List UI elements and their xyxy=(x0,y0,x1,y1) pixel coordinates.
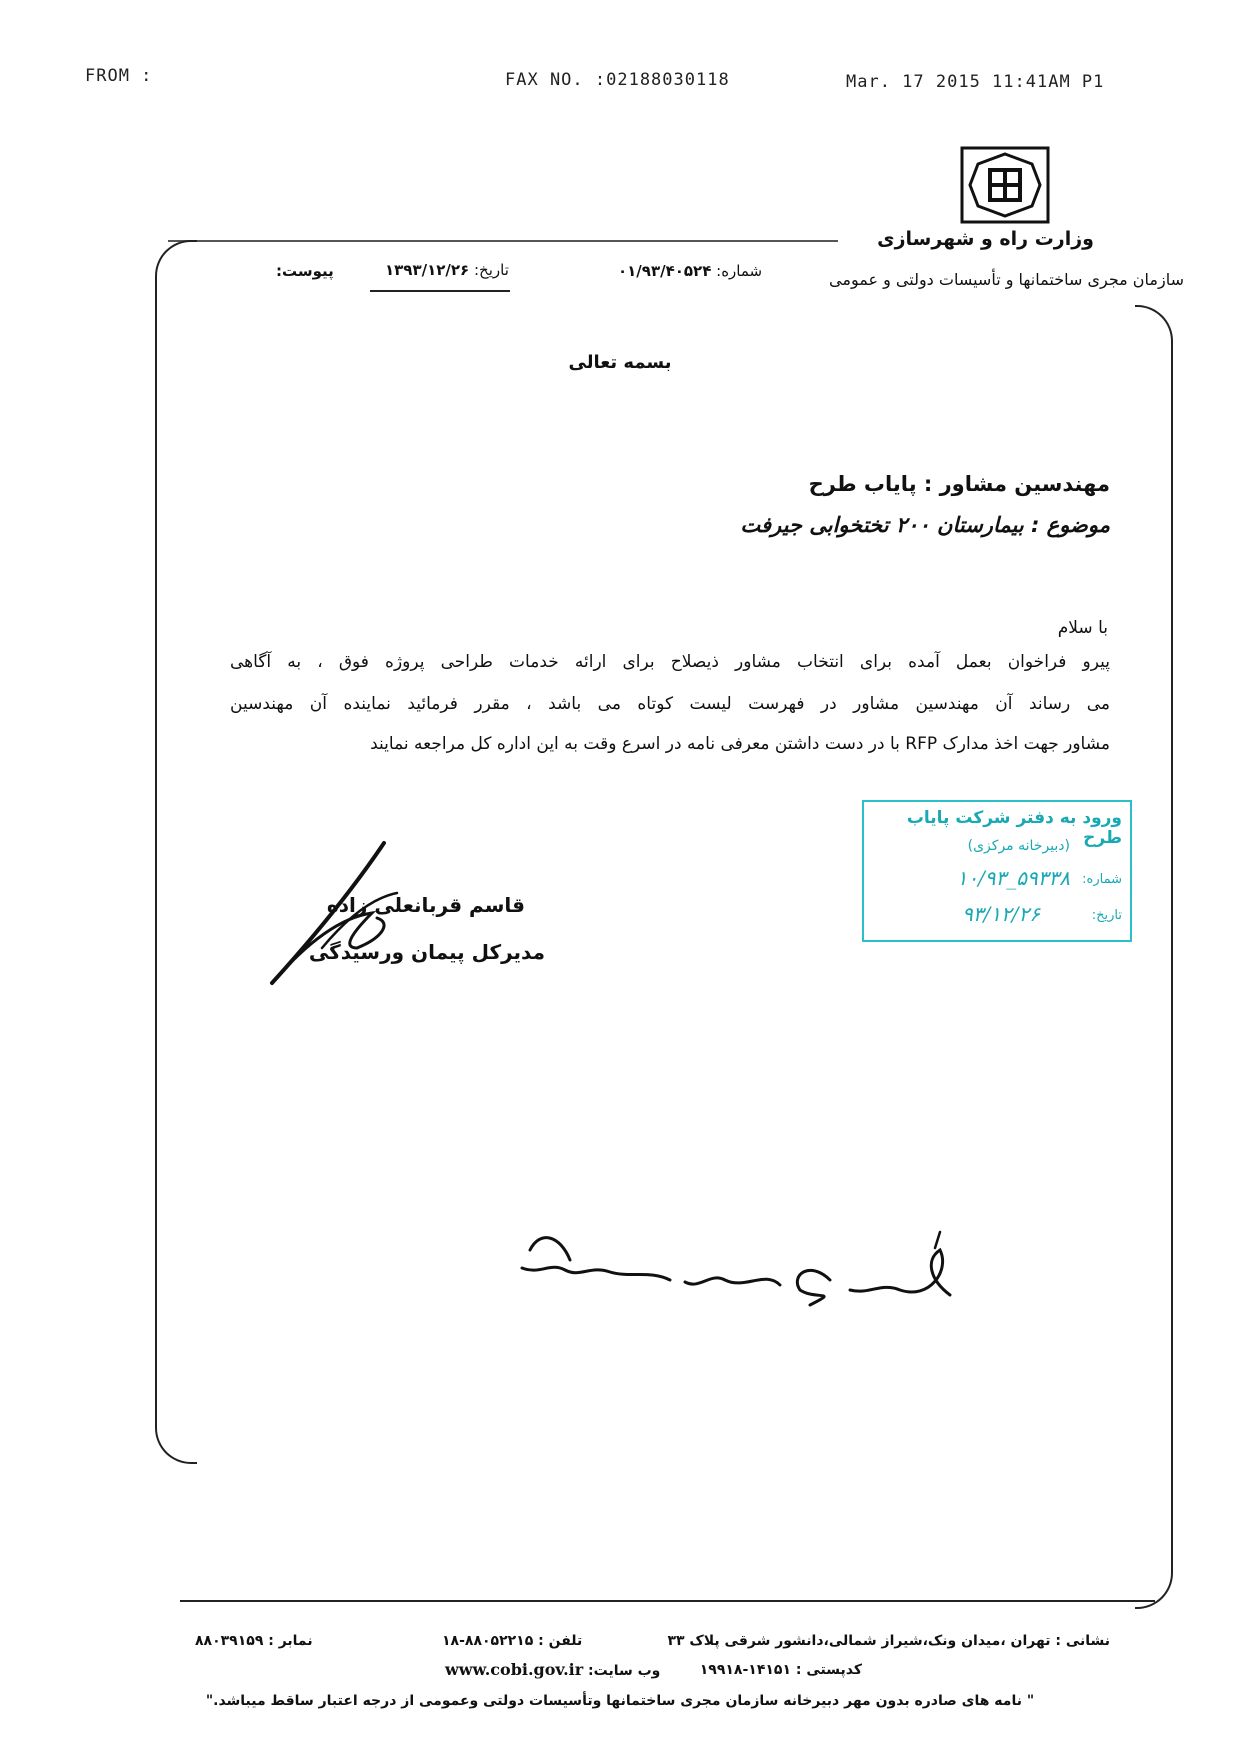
footer-website-link[interactable]: www.cobi.gov.ir xyxy=(445,1660,584,1679)
letter-attachment-label: پیوست: xyxy=(276,262,334,280)
letter-date-value: ۱۳۹۳/۱۲/۲۶ xyxy=(385,261,470,279)
receipt-stamp xyxy=(862,800,1132,942)
footer-address xyxy=(667,1633,1110,1649)
stamp-number-value: ۱۰/۹۳_۵۹۳۳۸ xyxy=(956,866,1070,890)
header-rule xyxy=(168,240,838,242)
stamp-subtitle: (دبیرخانه مرکزی) xyxy=(967,838,1070,854)
letter-recipient: مهندسین مشاور : پایاب طرح xyxy=(808,472,1110,496)
fax-datetime: Mar. 17 2015 11:41AM P1 xyxy=(846,72,1105,92)
bismillah-heading: بسمه تعالی xyxy=(568,352,672,373)
letter-number-label: شماره: xyxy=(716,262,763,280)
signatory-title: مدیرکل پیمان ورسیدگی xyxy=(308,940,545,964)
footer-address-label: نشانی : xyxy=(1055,1633,1110,1649)
footer-postal-code xyxy=(700,1662,862,1678)
stamp-title: ورود به دفتر شرکت پایاب طرح xyxy=(906,808,1122,848)
footer-phone-value: ۸۸۰۵۲۲۱۵-۱۸ xyxy=(442,1633,534,1649)
footer-validity-note: " نامه های صادره بدون مهر دبیرخانه سازمان مجری ساختمانها وتأسیسات دولتی وعمومی از درجه اعتبار ساقط میباشد." xyxy=(205,1693,1035,1709)
stamp-date-label: تاریخ: xyxy=(1091,908,1122,923)
letter-frame-right xyxy=(1135,305,1173,1609)
letter-date xyxy=(385,261,509,279)
fax-number: FAX NO. :02188030118 xyxy=(505,70,730,90)
handwritten-note-icon xyxy=(510,1220,960,1315)
letter-body-line: می رساند آن مهندسین مشاور در فهرست لیست کوتاه می باشد ، مقرر فرمائید نماینده آن مهندسین xyxy=(230,694,1110,714)
stamp-number-label: شماره: xyxy=(1082,872,1122,887)
organization-name: سازمان مجری ساختمانها و تأسیسات دولتی و عمومی xyxy=(829,270,1184,289)
letter-body-line: مشاور جهت اخذ مدارک RFP با در دست داشتن معرفی نامه در اسرع وقت به این اداره کل مراجعه نمایند xyxy=(370,734,1110,754)
letter-subject: موضوع : بیمارستان ۲۰۰ تختخوابی جیرفت xyxy=(740,513,1110,537)
footer-postal-label: کدپستی : xyxy=(795,1662,862,1678)
footer-address-value: تهران ،میدان ونک،شیراز شمالی،دانشور شرقی پلاک ۳۳ xyxy=(667,1633,1051,1649)
letter-number xyxy=(618,262,762,280)
signatory-name: قاسم قربانعلی زاده xyxy=(326,893,525,917)
footer-postal-value: ۱۴۱۵۱-۱۹۹۱۸ xyxy=(699,1662,792,1678)
footer-website-label: وب سایت: xyxy=(588,1663,661,1679)
footer-website xyxy=(445,1660,660,1679)
footer-fax-label: نمابر : xyxy=(268,1633,313,1649)
footer-fax xyxy=(195,1633,313,1649)
ministry-logo-icon xyxy=(960,146,1050,224)
footer-phone xyxy=(442,1633,582,1649)
ministry-name: وزارت راه و شهرسازی xyxy=(877,228,1094,250)
footer-fax-value: ۸۸۰۳۹۱۵۹ xyxy=(195,1633,264,1649)
fax-from: FROM : xyxy=(85,66,153,86)
letter-frame-left xyxy=(155,240,197,1464)
letter-number-value: ۰۱/۹۳/۴۰۵۲۴ xyxy=(618,262,712,280)
footer-phone-label: تلفن : xyxy=(538,1633,583,1649)
letter-body-line: پیرو فراخوان بعمل آمده برای انتخاب مشاور ذیصلاح برای ارائه خدمات طراحی پروژه فوق ، به آگاهی xyxy=(230,652,1110,672)
letter-frame-bottom xyxy=(180,1600,1155,1602)
letter-date-label: تاریخ: xyxy=(473,261,509,279)
stamp-date-value: ۹۳/۱۲/۲۶ xyxy=(962,902,1040,926)
letter-salutation: با سلام xyxy=(1057,618,1108,638)
letter-date-underline xyxy=(370,290,510,292)
